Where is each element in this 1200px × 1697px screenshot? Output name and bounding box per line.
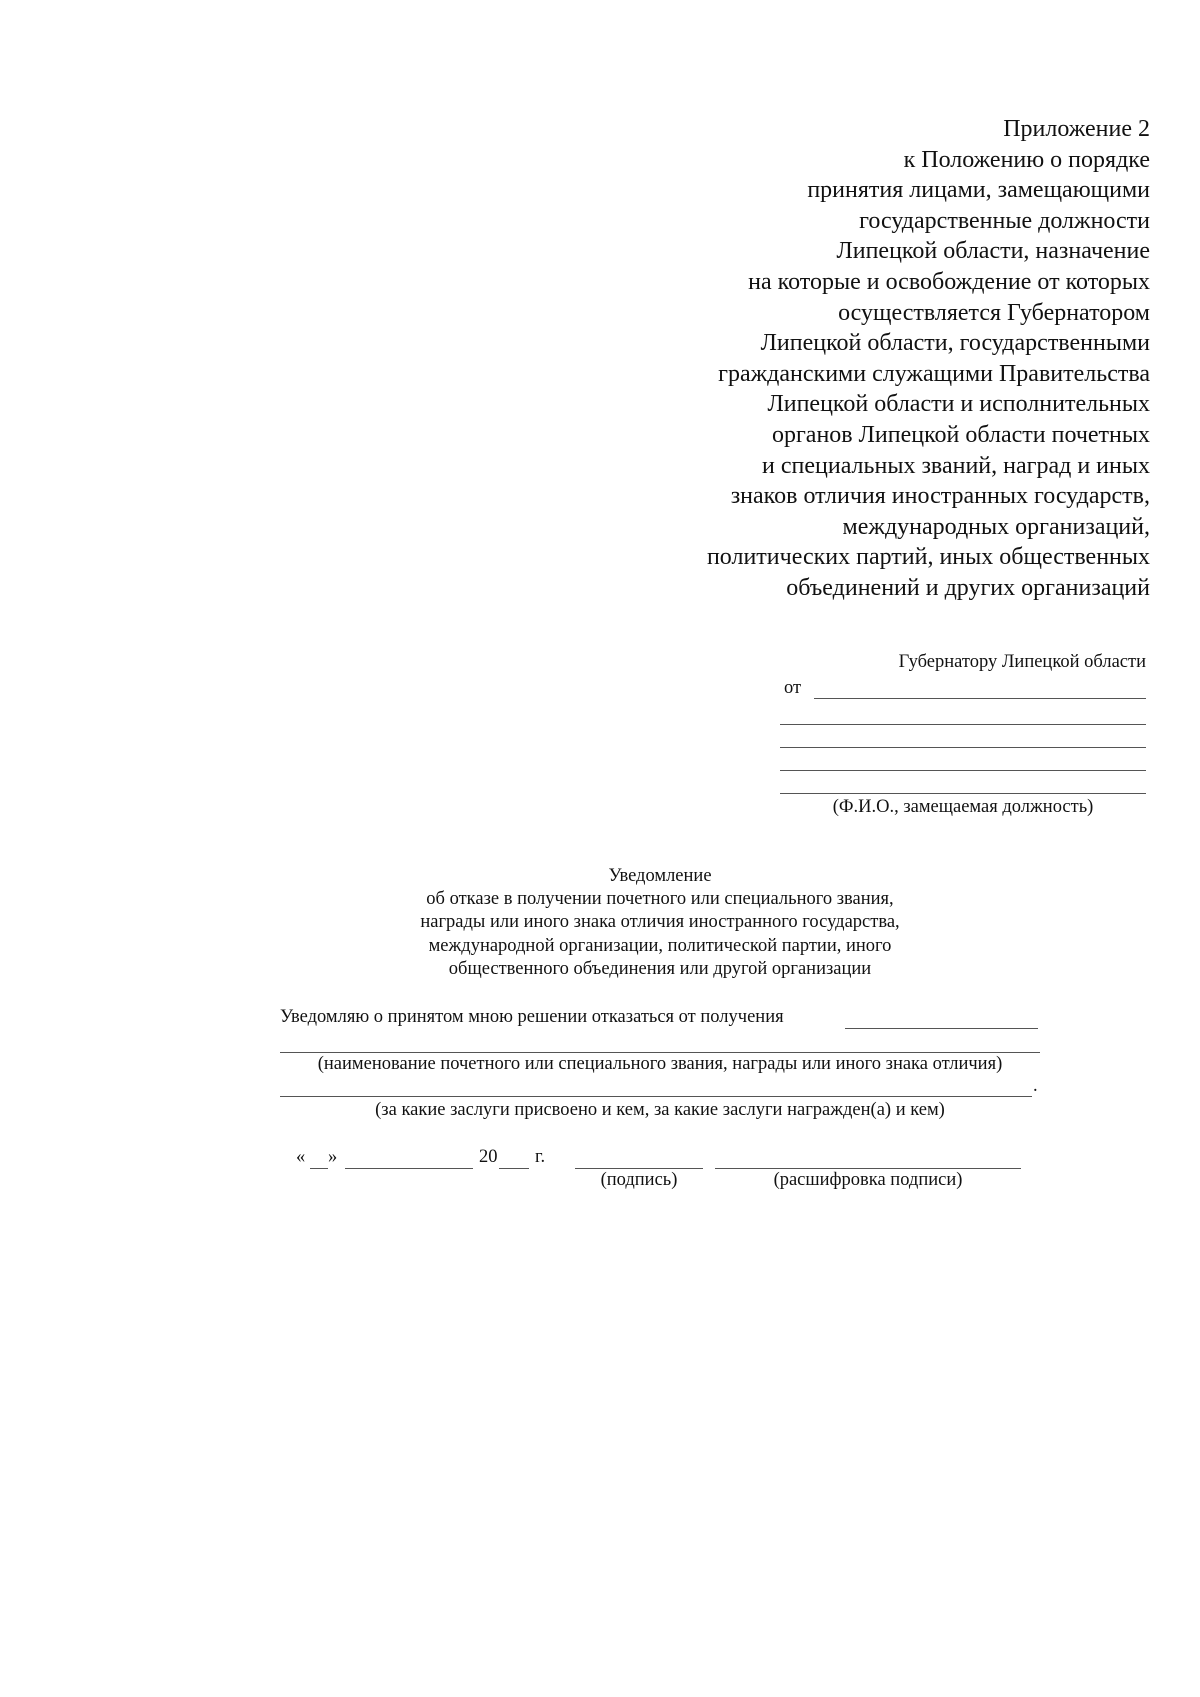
appendix-line: государственные должности bbox=[859, 207, 1150, 234]
notice-title-line: общественного объединения или другой организации bbox=[448, 958, 872, 979]
from-field-line[interactable] bbox=[780, 770, 1146, 771]
appendix-line: знаков отличия иностранных государств, bbox=[730, 483, 1150, 510]
signature-decoding-field[interactable] bbox=[715, 1168, 1021, 1169]
date-month-field[interactable] bbox=[345, 1168, 473, 1169]
from-field-line[interactable] bbox=[780, 747, 1146, 748]
award-name-field[interactable] bbox=[845, 1028, 1038, 1029]
date-year-prefix: 20 bbox=[479, 1147, 498, 1167]
signature-decoding-hint: (расшифровка подписи) bbox=[773, 1170, 963, 1190]
appendix-line: международных организаций, bbox=[842, 513, 1150, 540]
appendix-line: политических партий, иных общественных bbox=[706, 544, 1150, 571]
merit-field[interactable] bbox=[280, 1096, 1032, 1097]
date-close-quote: » bbox=[328, 1147, 338, 1167]
notice-title-line: об отказе в получении почетного или специального звания, bbox=[426, 889, 894, 910]
appendix-line: Липецкой области, государственными bbox=[760, 330, 1150, 357]
notice-statement: Уведомляю о принятом мною решении отказаться от получения bbox=[280, 1007, 784, 1027]
appendix-line: и специальных званий, наград и иных bbox=[762, 452, 1150, 479]
from-name-field[interactable] bbox=[814, 698, 1146, 699]
appendix-line: объединений и других организаций bbox=[786, 574, 1150, 601]
from-field-line[interactable] bbox=[780, 793, 1146, 794]
appendix-line: органов Липецкой области почетных bbox=[771, 421, 1150, 448]
appendix-line: Липецкой области, назначение bbox=[836, 238, 1150, 265]
date-year-field[interactable] bbox=[499, 1168, 529, 1169]
appendix-line: на которые и освобождение от которых bbox=[748, 268, 1150, 295]
signature-hint: (подпись) bbox=[600, 1170, 678, 1190]
addressee-recipient: Губернатору Липецкой области bbox=[898, 652, 1146, 672]
signature-field[interactable] bbox=[575, 1168, 703, 1169]
appendix-line: к Положению о порядке bbox=[903, 146, 1150, 173]
appendix-line: принятия лицами, замещающими bbox=[807, 177, 1150, 204]
from-row bbox=[780, 678, 1146, 702]
merit-hint: (за какие заслуги присвоено и кем, за какие заслуги награжден(а) и кем) bbox=[375, 1100, 945, 1120]
addressee-block bbox=[780, 651, 1146, 817]
appendix-line: осуществляется Губернатором bbox=[838, 299, 1150, 326]
from-field-line[interactable] bbox=[780, 724, 1146, 725]
notice-title-line: Уведомление bbox=[608, 866, 712, 886]
appendix-line: Липецкой области и исполнительных bbox=[767, 391, 1150, 418]
appendix-line: Приложение 2 bbox=[1003, 116, 1150, 142]
date-year-suffix: г. bbox=[535, 1147, 546, 1167]
date-open-quote: « bbox=[296, 1147, 306, 1167]
notice-title-line: международной организации, политической партии, иного bbox=[428, 935, 892, 956]
appendix-line: гражданскими служащими Правительства bbox=[718, 360, 1150, 387]
award-name-field-full[interactable] bbox=[280, 1052, 1040, 1053]
from-label: от bbox=[784, 678, 802, 698]
notice-title bbox=[280, 865, 1040, 981]
merit-field-period: . bbox=[1033, 1076, 1038, 1096]
award-name-hint: (наименование почетного или специального звания, награды или иного знака отличия) bbox=[317, 1054, 1003, 1074]
appendix-header bbox=[550, 114, 1150, 604]
notice-title-line: награды или иного знака отличия иностранного государства, bbox=[420, 912, 900, 933]
date-day-field[interactable] bbox=[310, 1168, 328, 1169]
addressee-hint: (Ф.И.О., замещаемая должность) bbox=[832, 797, 1094, 817]
